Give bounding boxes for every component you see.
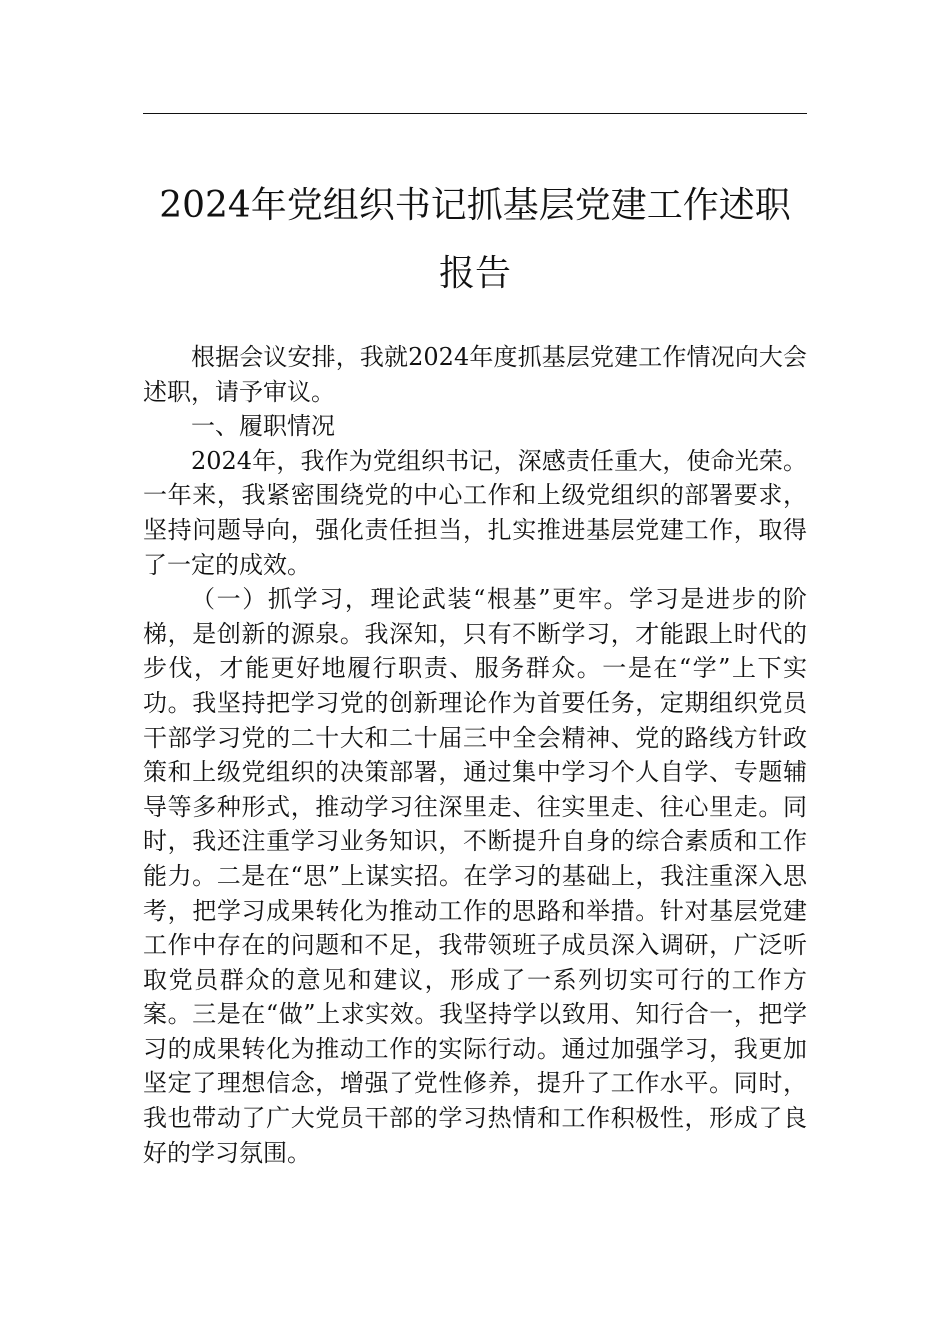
overview-paragraph: 2024年，我作为党组织书记，深感责任重大，使命光荣。一年来，我紧密围绕党的中心工作和上级党组织的部署要求，坚持问题导向，强化责任担当，扎实推进基层党建工作，取得了一定的成效。: [143, 446, 807, 579]
study-paragraph: （一）抓学习，理论武装“根基”更牢。学习是进步的阶梯，是创新的源泉。我深知，只有不断学习，才能跟上时代的步伐，才能更好地履行职责、服务群众。一是在“学”上下实功。我坚持把学习党的创新理论作为首要任务，定期组织党员干部学习党的二十大和二十届三中全会精神、党的路线方针政策和上级党组织的决策部署，通过集中学习个人自学、专题辅导等多种形式，推动学习往深里走、往实里走、往心里走。同时，我还注重学习业务知识，不断提升自身的综合素质和工作能力。二是在“思”上谋实招。在学习的基础上，我注重深入思考，把学习成果转化为推动工作的思路和举措。针对基层党建工作中存在的问题和不足，我带领班子成员深入调研，广泛听取党员群众的意见和建议，形成了一系列切实可行的工作方案。三是在“做”上求实效。我坚持学以致用、知行合一，把学习的成果转化为推动工作的实际行动。通过加强学习，我更加坚定了理想信念，增强了党性修养，提升了工作水平。同时，我也带动了广大党员干部的学习热情和工作积极性，形成了良好的学习氛围。: [143, 585, 807, 1167]
intro-paragraph: 根据会议安排，我就2024年度抓基层党建工作情况向大会述职，请予审议。: [143, 343, 807, 406]
document-body: [143, 340, 807, 1170]
document-title: 2024年党组织书记抓基层党建工作述职报告: [159, 185, 791, 294]
section-heading: 一、履职情况: [191, 412, 335, 441]
header-rule: [143, 113, 807, 114]
